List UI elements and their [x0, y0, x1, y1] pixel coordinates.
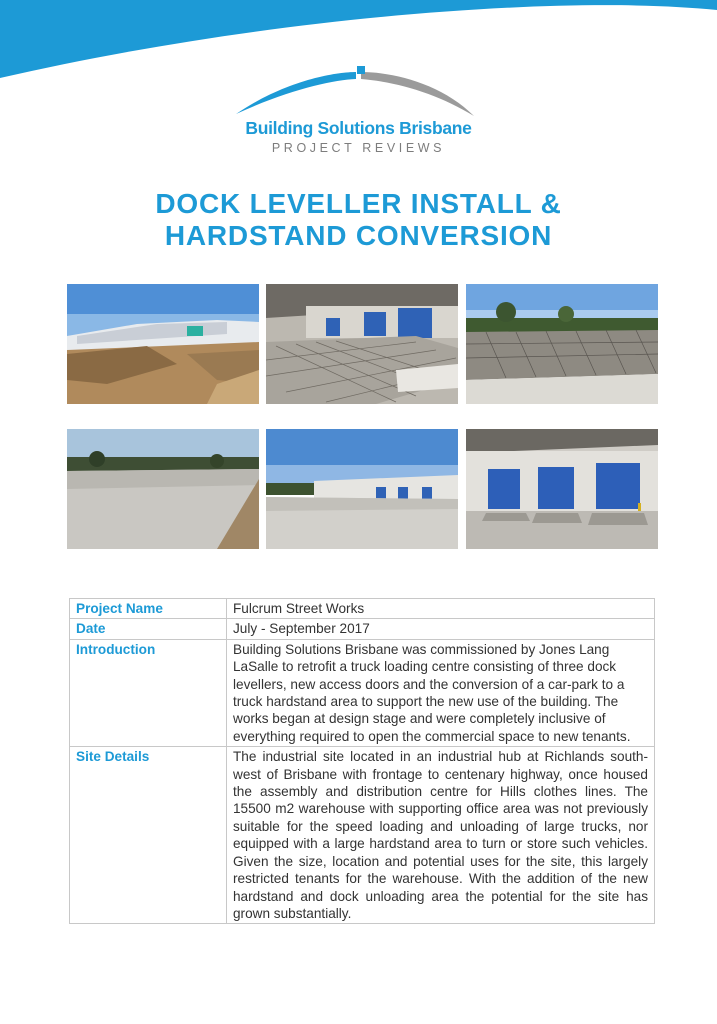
table-row-date	[70, 619, 655, 639]
page-title-line-2: HARDSTAND CONVERSION	[164, 220, 553, 251]
site-details-value: The industrial site located in an industrial hub at Richlands south-west of Brisbane with frontage to centenary highway, once housed the assembly and distribution centre for Hills clothes lines. The 15500 m2 warehouse with supporting office area was not previously suitable for the speed loading and unloading of large trucks, nor equipped with a large hardstand area to turn or store such vehicles. Given the size, location and potential uses for the site, this largely restricted tenants for the warehouse. With the addition of the new hardstand and dock unloading area the potential for the site has grown substantially.	[227, 747, 655, 924]
project-details-table	[69, 598, 655, 924]
site-details-label: Site Details	[70, 747, 227, 924]
finished-concrete-hardstand-photo	[67, 429, 259, 549]
table-row-introduction	[70, 639, 655, 746]
completed-warehouse-yard-photo	[266, 429, 458, 549]
table-row-project-name	[70, 599, 655, 619]
project-name-value: Fulcrum Street Works	[227, 599, 655, 619]
logo-arc-icon	[234, 64, 484, 122]
table-row-site-details	[70, 747, 655, 924]
introduction-value: Building Solutions Brisbane was commissioned by Jones Lang LaSalle to retrofit a truck loading centre consisting of three dock levellers, new access doors and the conversion of a car-park to a truck hardstand area to support the new use of the building. The works began at design stage and were completely inclusive of everything required to open the commercial space to new tenants.	[227, 639, 655, 746]
dock-doors-photo	[466, 429, 658, 549]
page-title-line-1: DOCK LEVELLER INSTALL &	[155, 188, 562, 219]
excavation-site-photo	[67, 284, 259, 404]
company-logo	[0, 64, 717, 155]
hardstand-reinforcement-photo	[466, 284, 658, 404]
date-value: July - September 2017	[227, 619, 655, 639]
logo-company-name: Building Solutions Brisbane	[245, 118, 472, 138]
date-label: Date	[70, 619, 227, 639]
page-title	[0, 188, 717, 252]
project-name-label: Project Name	[70, 599, 227, 619]
warehouse-steel-reinforcement-photo	[266, 284, 458, 404]
introduction-label: Introduction	[70, 639, 227, 746]
logo-subtitle: PROJECT REVIEWS	[271, 141, 446, 155]
